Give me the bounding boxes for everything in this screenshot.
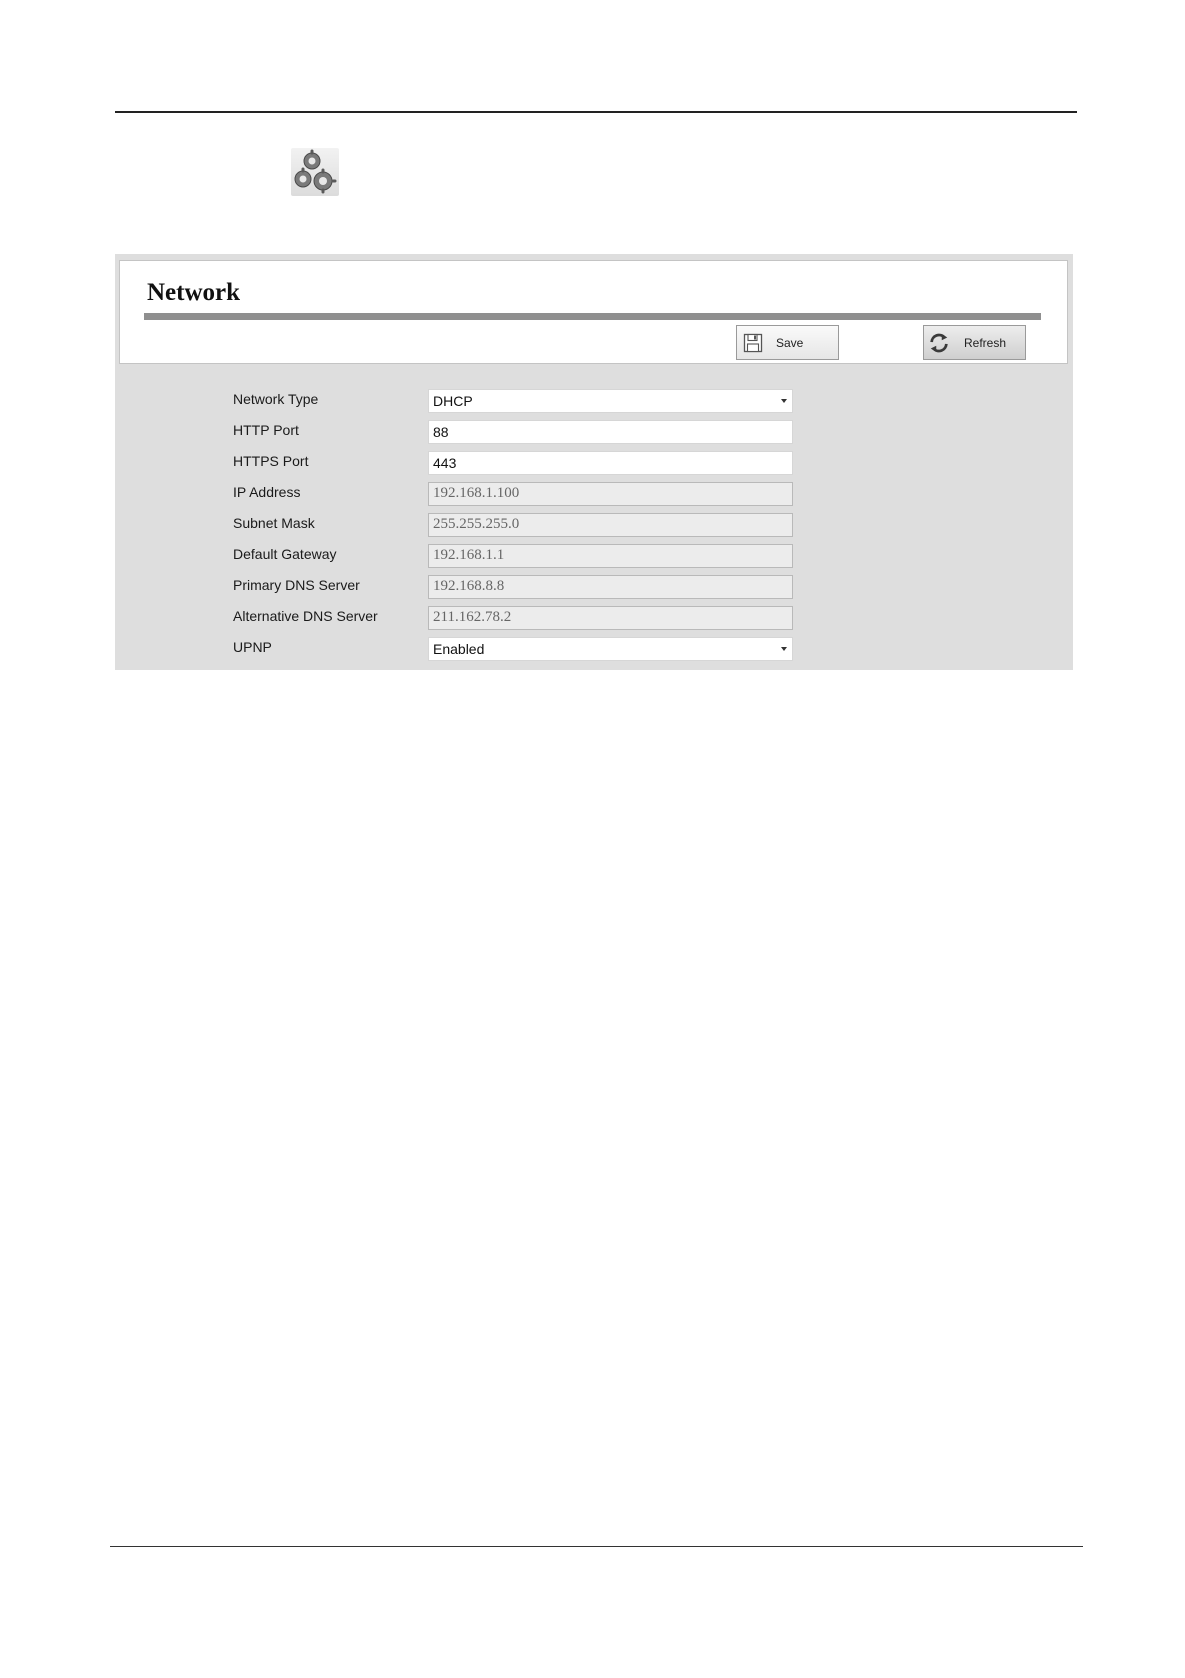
form-row-http-port (115, 420, 1073, 446)
refresh-button-label: Refresh (964, 335, 1007, 350)
upnp-value: Enabled (433, 641, 485, 657)
ip-address-label: IP Address (233, 484, 301, 500)
save-button-label: Save (776, 335, 804, 350)
form-row-primary-dns (115, 575, 1073, 601)
upnp-select[interactable] (428, 637, 793, 661)
https-port-input[interactable]: 443 (428, 451, 793, 475)
title-underline-bar (144, 313, 1041, 320)
https-port-label: HTTPS Port (233, 453, 309, 469)
save-button[interactable] (736, 325, 839, 360)
panel-header (119, 260, 1068, 364)
alternative-dns-field: 211.162.78.2 (428, 606, 793, 630)
form-row-alternative-dns (115, 606, 1073, 632)
refresh-icon (928, 332, 950, 354)
network-type-label: Network Type (233, 391, 319, 407)
page-header-rule (115, 111, 1077, 113)
upnp-label: UPNP (233, 639, 272, 655)
subnet-mask-field: 255.255.255.0 (428, 513, 793, 537)
subnet-mask-label: Subnet Mask (233, 515, 315, 531)
network-type-select[interactable] (428, 389, 793, 413)
form-row-default-gateway (115, 544, 1073, 570)
gears-icon (291, 148, 339, 196)
ip-address-field: 192.168.1.100 (428, 482, 793, 506)
form-row-ip-address (115, 482, 1073, 508)
network-settings-panel (115, 254, 1073, 670)
form-row-upnp (115, 637, 1073, 663)
http-port-label: HTTP Port (233, 422, 299, 438)
form-row-https-port (115, 451, 1073, 477)
chevron-down-icon[interactable] (781, 647, 787, 651)
primary-dns-field: 192.168.8.8 (428, 575, 793, 599)
page-title: Network (147, 279, 241, 306)
primary-dns-label: Primary DNS Server (233, 577, 360, 593)
alternative-dns-label: Alternative DNS Server (233, 608, 378, 624)
refresh-button[interactable] (923, 325, 1026, 360)
floppy-disk-icon (742, 332, 764, 354)
default-gateway-label: Default Gateway (233, 546, 337, 562)
default-gateway-field: 192.168.1.1 (428, 544, 793, 568)
http-port-input[interactable]: 88 (428, 420, 793, 444)
chevron-down-icon[interactable] (781, 399, 787, 403)
form-row-network-type (115, 389, 1073, 415)
form-row-subnet-mask (115, 513, 1073, 539)
page-footer-rule (110, 1546, 1083, 1547)
network-type-value: DHCP (433, 393, 473, 409)
